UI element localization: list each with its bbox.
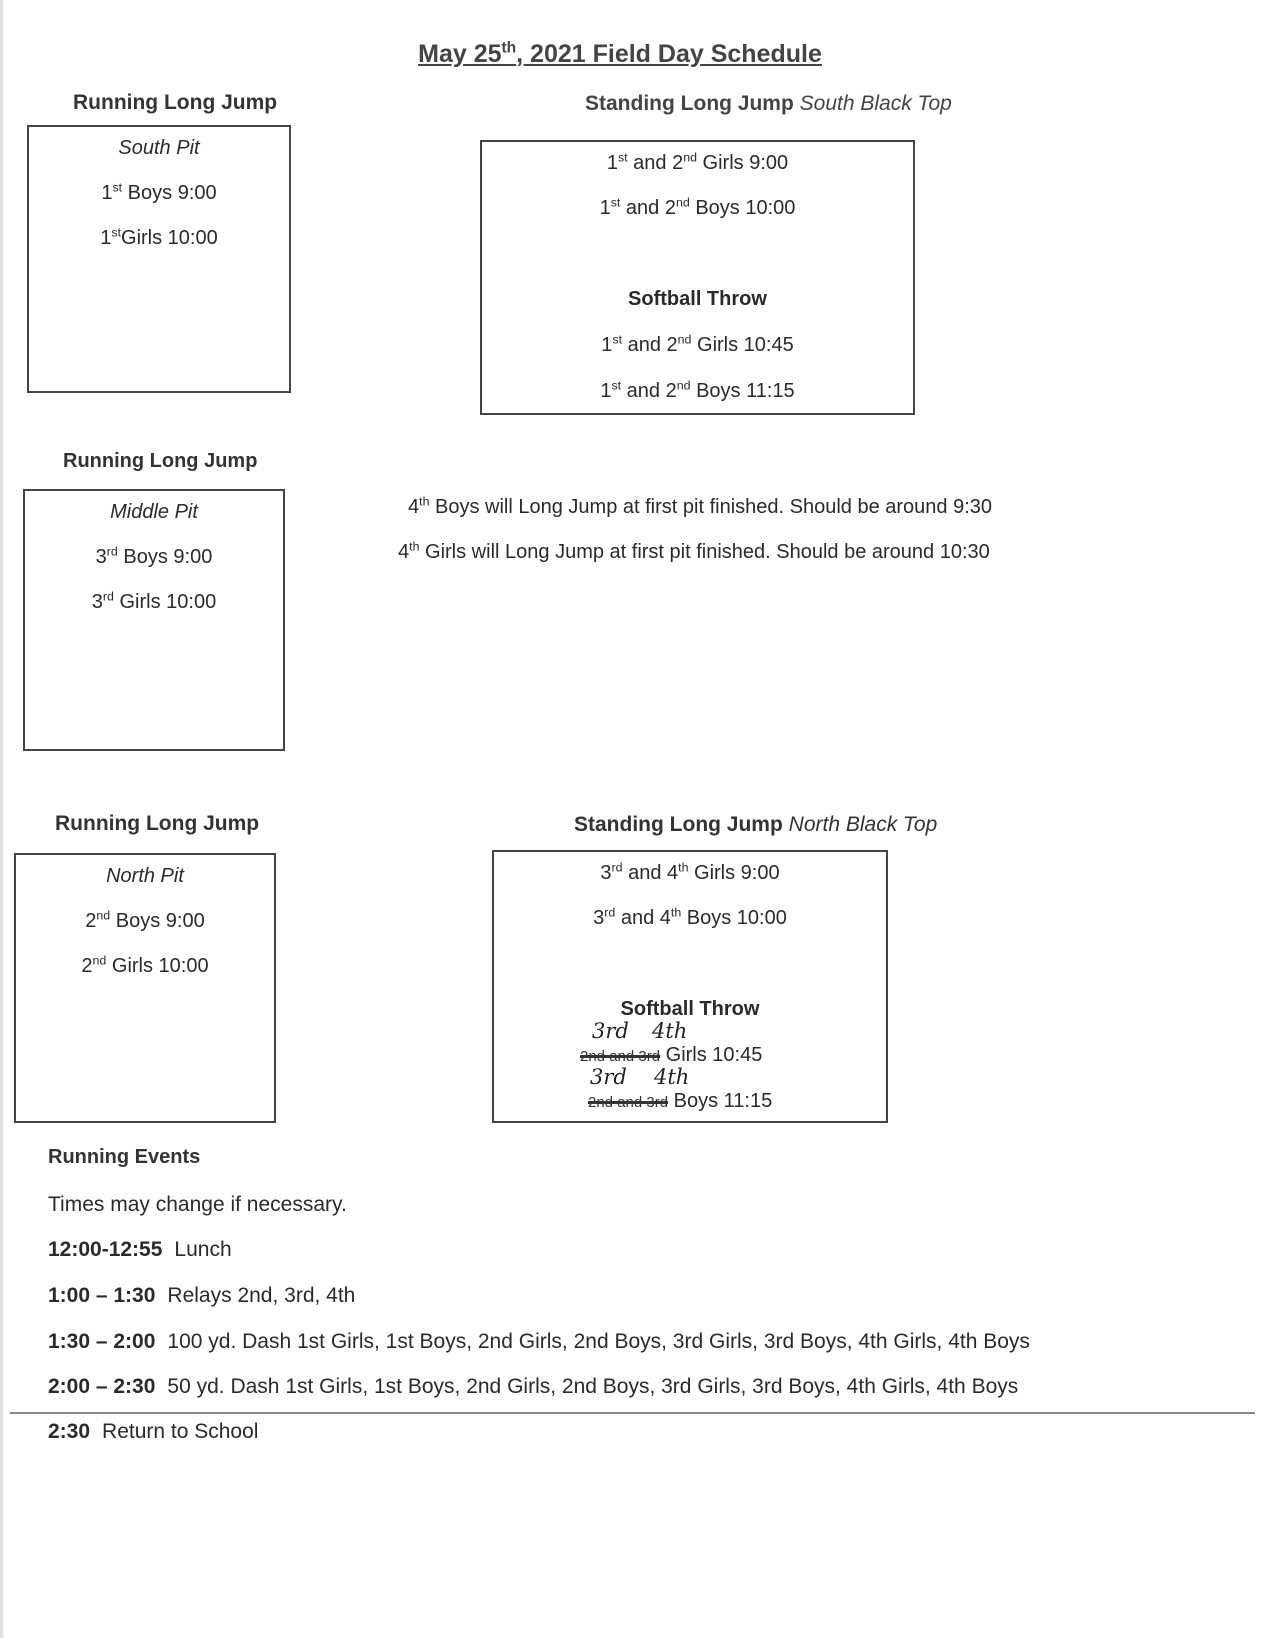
schedule-line: 1st and 2nd Girls 10:45	[601, 332, 794, 356]
schedule-line-corrected: 2nd and 3rd Boys 11:15	[588, 1090, 773, 1112]
note-4th-boys: 4th Boys will Long Jump at first pit finished. Should be around 9:30	[408, 494, 993, 518]
event-row: 1:30 – 2:00 100 yd. Dash 1st Girls, 1st Boys, 2nd Girls, 2nd Boys, 3rd Girls, 3rd Boys, 4th Girls, 4th Boys	[48, 1330, 1030, 1353]
pit-name: North Pit	[106, 865, 184, 887]
standing-south-box	[480, 140, 915, 415]
standing-long-jump-heading-north: Standing Long Jump North Black Top	[574, 813, 938, 836]
scan-edge	[0, 0, 3, 1638]
schedule-line: 2nd Girls 10:00	[81, 953, 209, 977]
handwritten-grade-b: 4th	[652, 1019, 688, 1043]
schedule-line: 1st and 2nd Girls 9:00	[606, 150, 789, 174]
softball-throw-heading: Softball Throw	[628, 288, 767, 310]
standing-north-box	[492, 850, 888, 1123]
running-long-jump-heading-south: Running Long Jump	[73, 91, 278, 114]
handwritten-grade-a: 3rd	[592, 1019, 629, 1043]
event-row: 2:30 Return to School	[48, 1420, 259, 1443]
standing-long-jump-heading-south: Standing Long Jump South Black Top	[585, 92, 952, 115]
schedule-line: 1st and 2nd Boys 10:00	[599, 195, 796, 219]
schedule-line: 3rd and 4th Girls 9:00	[600, 860, 780, 884]
south-pit-box	[27, 125, 291, 393]
schedule-line: 1stGirls 10:00	[100, 225, 218, 249]
running-events-note: Times may change if necessary.	[48, 1193, 347, 1216]
schedule-line: 1st and 2nd Boys 11:15	[600, 378, 795, 402]
running-events-heading: Running Events	[48, 1146, 201, 1168]
divider	[10, 1412, 1255, 1414]
event-row: 1:00 – 1:30 Relays 2nd, 3rd, 4th	[48, 1284, 356, 1307]
struck-grades: 2nd and 3rd	[588, 1094, 669, 1111]
page-title: May 25th, 2021 Field Day Schedule	[418, 39, 822, 68]
pit-name: Middle Pit	[110, 501, 198, 523]
schedule-line: 3rd Girls 10:00	[91, 589, 217, 613]
handwritten-grade-b: 4th	[654, 1065, 690, 1089]
event-row: 12:00-12:55 Lunch	[48, 1238, 232, 1261]
pit-name: South Pit	[118, 137, 200, 159]
running-long-jump-heading-north: Running Long Jump	[55, 812, 260, 835]
schedule-line: 3rd and 4th Boys 10:00	[593, 905, 787, 929]
schedule-line: 3rd Boys 9:00	[95, 544, 213, 568]
schedule-line: 1st Boys 9:00	[101, 180, 217, 204]
note-4th-girls: 4th Girls will Long Jump at first pit finished. Should be around 10:30	[398, 539, 990, 563]
softball-throw-heading: Softball Throw	[620, 998, 760, 1020]
struck-grades: 2nd and 3rd	[580, 1048, 661, 1065]
schedule-line: 2nd Boys 9:00	[85, 908, 205, 932]
schedule-line-corrected: 2nd and 3rd Girls 10:45	[580, 1044, 763, 1066]
running-long-jump-heading-middle: Running Long Jump	[63, 450, 258, 472]
north-pit-box	[14, 853, 276, 1123]
handwritten-grade-a: 3rd	[590, 1065, 627, 1089]
middle-pit-box	[23, 489, 285, 751]
event-row: 2:00 – 2:30 50 yd. Dash 1st Girls, 1st Boys, 2nd Girls, 2nd Boys, 3rd Girls, 3rd Boys, 4th Girls, 4th Boys	[48, 1375, 1019, 1398]
